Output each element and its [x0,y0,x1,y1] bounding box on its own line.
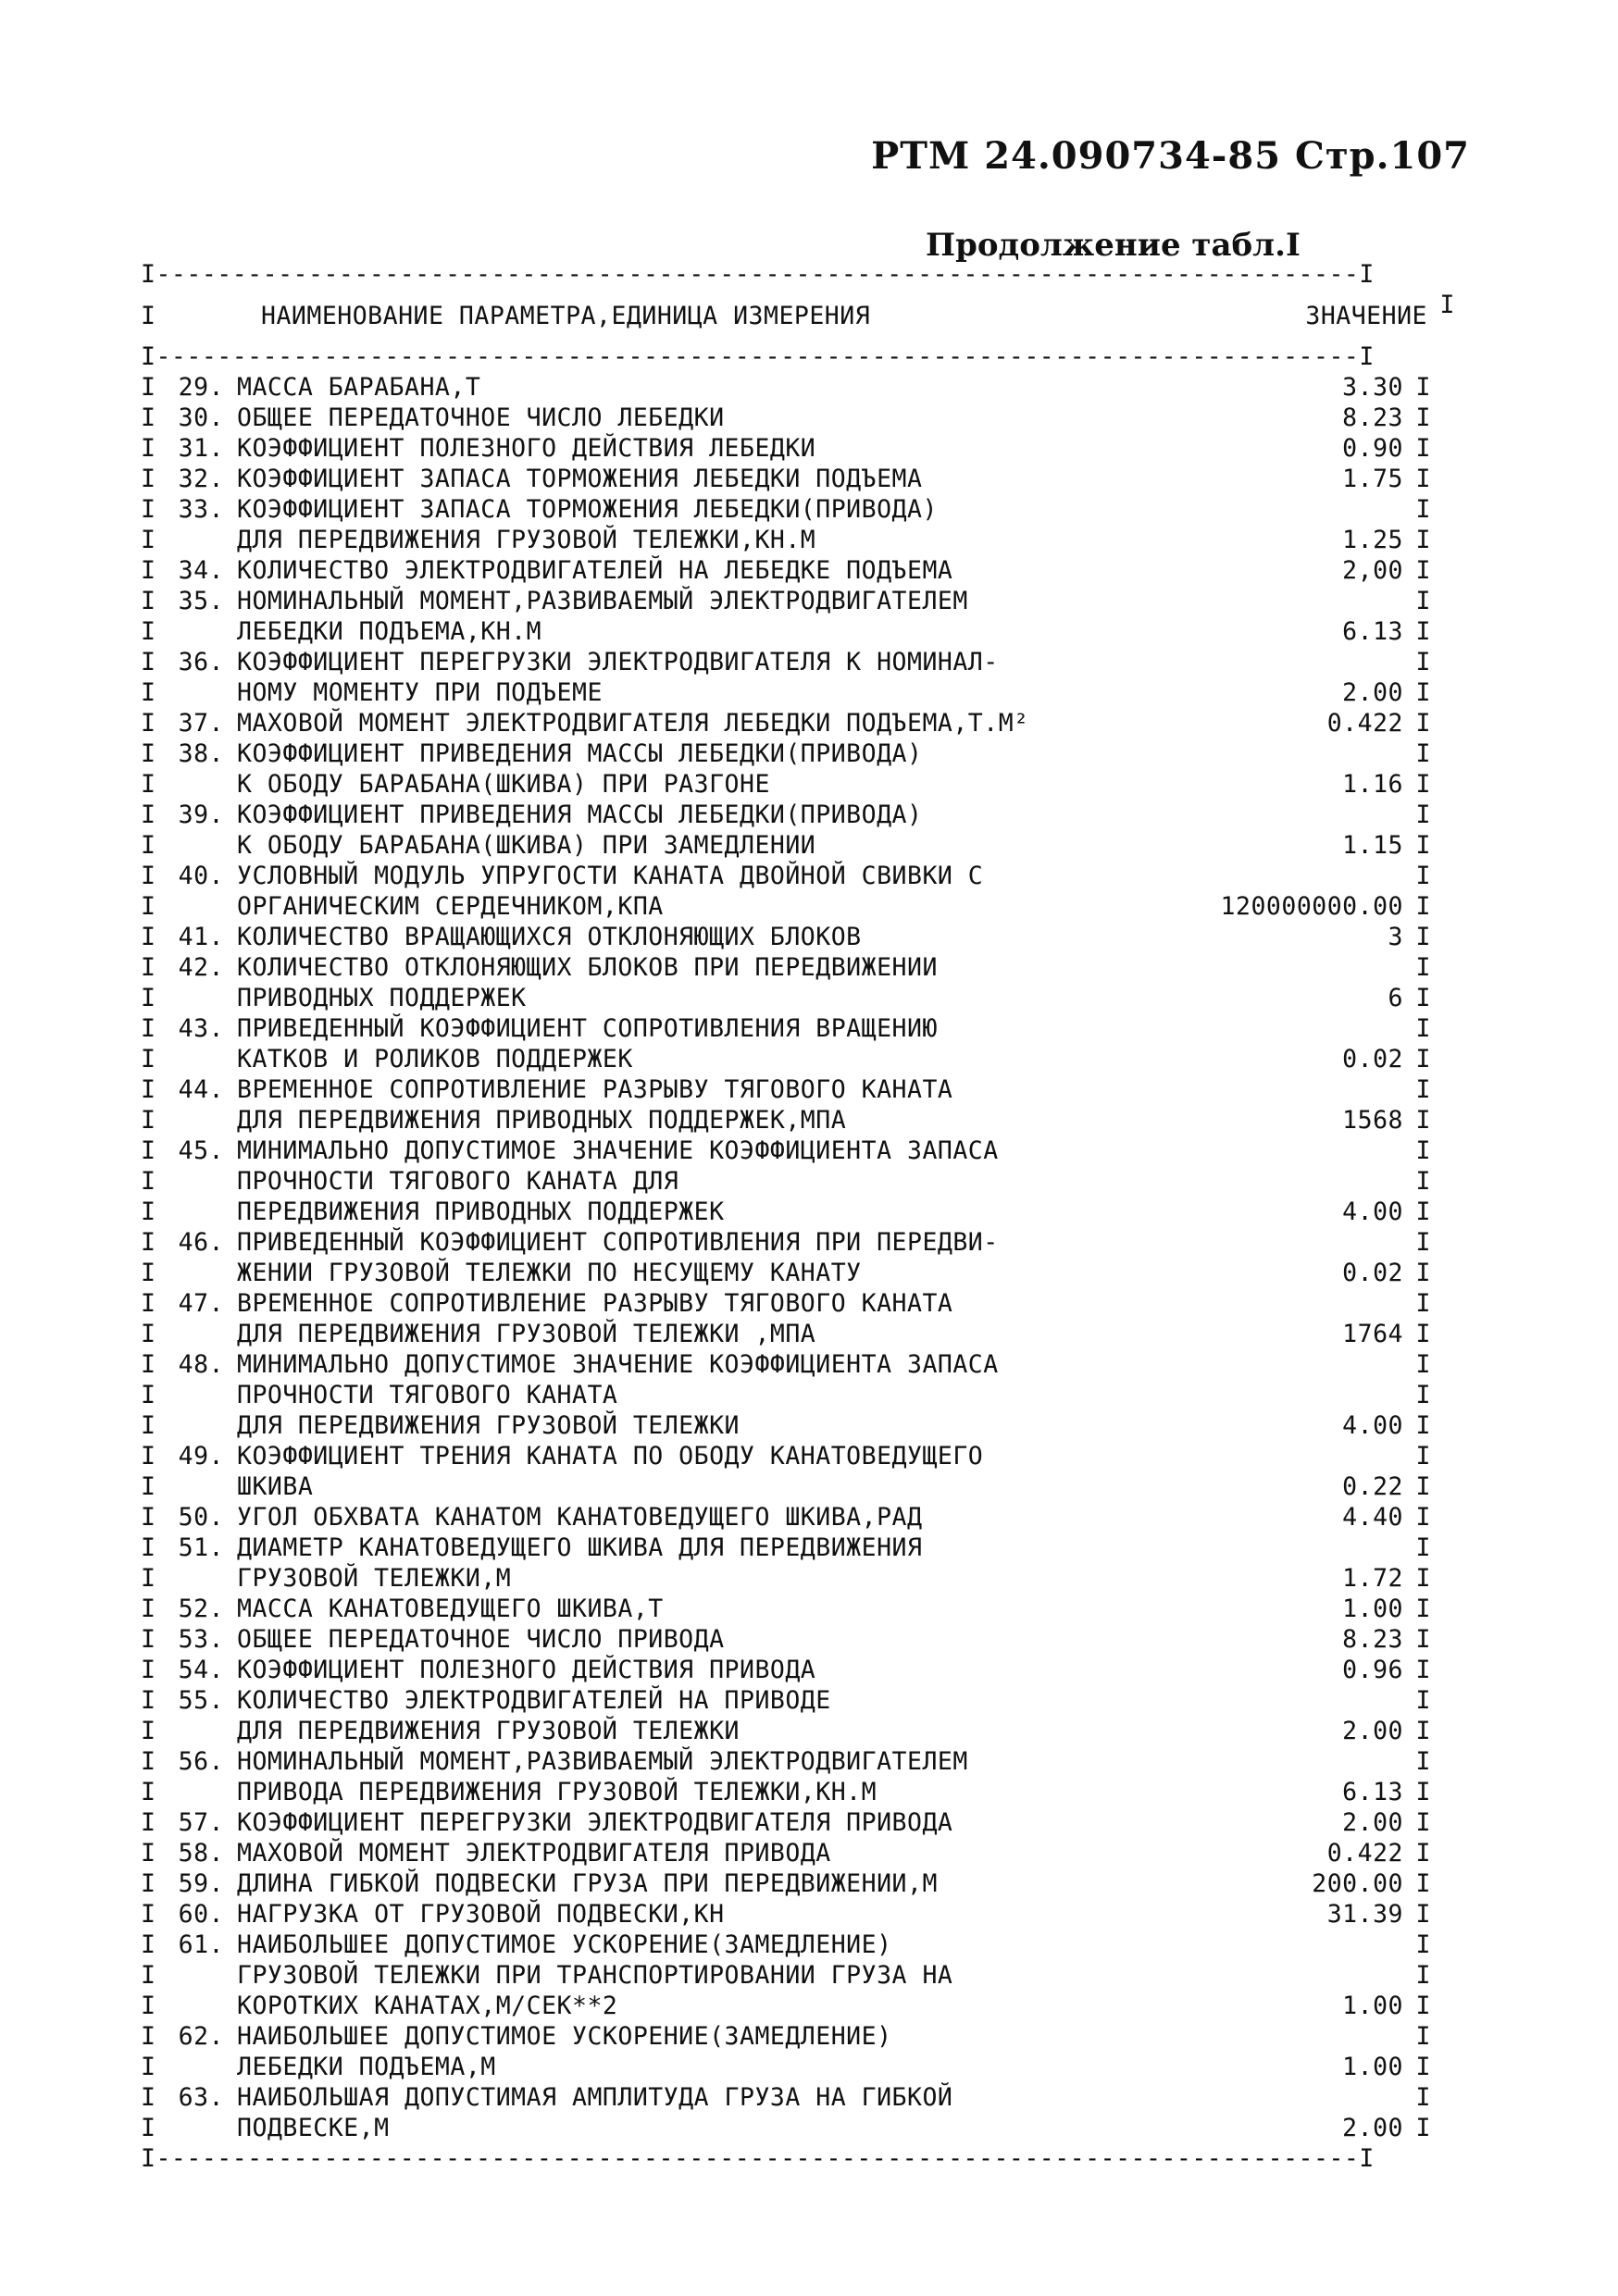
parameter-value: 6.13 [1342,617,1403,646]
table-row: I I 44. ВРЕМЕННОЕ СОПРОТИВЛЕНИЕ РАЗРЫВУ ТЯГОВОГО КАНАТА ДЛЯ ПЕРЕДВИЖЕНИЯ ПРИВОДНЫХ ПОДДЕРЖЕК,МПА 1568 I I [141,1075,1431,1135]
row-number: 55. [178,1686,224,1715]
column-header: I НАИМЕНОВАНИЕ ПАРАМЕТРА,ЕДИНИЦА ИЗМЕРЕНИЯ ЗНАЧЕНИЕ I [141,291,1455,330]
parameter-name: ДЛИНА ГИБКОЙ ПОДВЕСКИ ГРУЗА ПРИ ПЕРЕДВИЖЕНИИ,М [237,1869,938,1898]
parameter-value: 4.00 [1342,1198,1403,1226]
row-number: 44. [178,1075,224,1104]
table-row: I I 40. УСЛОВНЫЙ МОДУЛЬ УПРУГОСТИ КАНАТА ДВОЙНОЙ СВИВКИ С ОРГАНИЧЕСКИМ СЕРДЕЧНИКОМ,КПА 120000000.00 I I [141,862,1431,921]
parameter-name: МИНИМАЛЬНО ДОПУСТИМОЕ ЗНАЧЕНИЕ КОЭФФИЦИЕНТА ЗАПАСА ПРОЧНОСТИ ТЯГОВОГО КАНАТА ДЛЯ ПЕРЕДВИЖЕНИЯ ПРИВОДНЫХ ПОДДЕРЖЕК [237,1136,999,1226]
parameter-name: МИНИМАЛЬНО ДОПУСТИМОЕ ЗНАЧЕНИЕ КОЭФФИЦИЕНТА ЗАПАСА ПРОЧНОСТИ ТЯГОВОГО КАНАТА ДЛЯ ПЕРЕДВИЖЕНИЯ ГРУЗОВОЙ ТЕЛЕЖКИ [237,1350,999,1440]
top-rule: I-------------------------------------------------------------------------------I [141,260,1375,289]
row-number: 56. [178,1747,224,1776]
row-number: 51. [178,1533,224,1562]
parameter-name: ПРИВЕДЕННЫЙ КОЭФФИЦИЕНТ СОПРОТИВЛЕНИЯ ПРИ ПЕРЕДВИ- ЖЕНИИ ГРУЗОВОЙ ТЕЛЕЖКИ ПО НЕСУЩЕМУ КАНАТУ [237,1228,999,1287]
parameter-value: 0.02 [1342,1045,1403,1074]
parameter-name: КОЭФФИЦИЕНТ ПОЛЕЗНОГО ДЕЙСТВИЯ ЛЕБЕДКИ [237,434,816,463]
parameter-value: 200.00 [1312,1869,1403,1898]
row-number: 62. [178,2022,224,2051]
parameter-value: 4.40 [1342,1503,1403,1532]
parameter-value: 1.25 [1342,526,1403,554]
parameter-value: 1.00 [1342,2053,1403,2081]
column-value-header: ЗНАЧЕНИЕ [1305,301,1427,330]
parameter-name: НАГРУЗКА ОТ ГРУЗОВОЙ ПОДВЕСКИ,КН [237,1900,725,1929]
table-row: I I 51. ДИАМЕТР КАНАТОВЕДУЩЕГО ШКИВА ДЛЯ ПЕРЕДВИЖЕНИЯ ГРУЗОВОЙ ТЕЛЕЖКИ,М 1.72 I I [141,1533,1431,1593]
parameter-value: 1.72 [1342,1564,1403,1593]
parameter-value: 2.00 [1342,678,1403,707]
parameter-value: 1.00 [1342,1992,1403,2020]
parameter-value: 2.00 [1342,1808,1403,1837]
parameter-value: 8.23 [1342,1625,1403,1654]
row-number: 54. [178,1656,224,1684]
parameter-name: КОЭФФИЦИЕНТ ЗАПАСА ТОРМОЖЕНИЯ ЛЕБЕДКИ ПОДЪЕМА [237,465,923,493]
table-row: I 37. МАХОВОЙ МОМЕНТ ЭЛЕКТРОДВИГАТЕЛЯ ЛЕБЕДКИ ПОДЪЕМА,Т.М² 0.422 I [141,709,1431,738]
row-number: 47. [178,1289,224,1318]
parameter-name: НАИБОЛЬШЕЕ ДОПУСТИМОЕ УСКОРЕНИЕ(ЗАМЕДЛЕНИЕ) ЛЕБЕДКИ ПОДЪЕМА,М [237,2022,892,2081]
parameter-name: КОЭФФИЦИЕНТ ПОЛЕЗНОГО ДЕЙСТВИЯ ПРИВОДА [237,1656,816,1684]
parameter-name: ВРЕМЕННОЕ СОПРОТИВЛЕНИЕ РАЗРЫВУ ТЯГОВОГО КАНАТА ДЛЯ ПЕРЕДВИЖЕНИЯ ПРИВОДНЫХ ПОДДЕРЖЕК,МПА [237,1075,953,1135]
parameter-name: МАХОВОЙ МОМЕНТ ЭЛЕКТРОДВИГАТЕЛЯ ПРИВОДА [237,1839,831,1868]
parameter-value: 1.16 [1342,770,1403,799]
parameter-value: 2.00 [1342,1717,1403,1745]
table-row: I 60. НАГРУЗКА ОТ ГРУЗОВОЙ ПОДВЕСКИ,КН 31.39 I [141,1900,1431,1929]
parameter-table [141,259,1455,2174]
parameter-name: НАИБОЛЬШЕЕ ДОПУСТИМОЕ УСКОРЕНИЕ(ЗАМЕДЛЕНИЕ) ГРУЗОВОЙ ТЕЛЕЖКИ ПРИ ТРАНСПОРТИРОВАНИИ ГРУЗА НА КОРОТКИХ КАНАТАХ,М/СЕК**2 [237,1930,953,2020]
parameter-name: НОМИНАЛЬНЫЙ МОМЕНТ,РАЗВИВАЕМЫЙ ЭЛЕКТРОДВИГАТЕЛЕМ ЛЕБЕДКИ ПОДЪЕМА,КН.М [237,587,968,646]
row-number: 30. [178,403,224,432]
table-row: I 53. ОБЩЕЕ ПЕРЕДАТОЧНОЕ ЧИСЛО ПРИВОДА 8.23 I [141,1625,1431,1654]
row-number: 50. [178,1503,224,1532]
row-number: 37. [178,709,224,738]
table-row: I I 55. КОЛИЧЕСТВО ЭЛЕКТРОДВИГАТЕЛЕЙ НА ПРИВОДЕ ДЛЯ ПЕРЕДВИЖЕНИЯ ГРУЗОВОЙ ТЕЛЕЖКИ 2.00 I I [141,1686,1431,1745]
parameter-name: УГОЛ ОБХВАТА КАНАТОМ КАНАТОВЕДУЩЕГО ШКИВА,РАД [237,1503,923,1532]
parameter-name: ПРИВЕДЕННЫЙ КОЭФФИЦИЕНТ СОПРОТИВЛЕНИЯ ВРАЩЕНИЮ КАТКОВ И РОЛИКОВ ПОДДЕРЖЕК [237,1014,938,1074]
row-number: 57. [178,1808,224,1837]
page-header: РТМ 24.090734-85 Стр.107 [871,134,1470,178]
row-number: 42. [178,953,224,982]
table-row: I I I 61. НАИБОЛЬШЕЕ ДОПУСТИМОЕ УСКОРЕНИЕ(ЗАМЕДЛЕНИЕ) ГРУЗОВОЙ ТЕЛЕЖКИ ПРИ ТРАНСПОРТИРОВАНИИ ГРУЗА НА КОРОТКИХ КАНАТАХ,М/СЕК**2 1.00 I I I [141,1930,1431,2020]
parameter-value: 3.30 [1342,373,1403,402]
parameter-value: 0.90 [1342,434,1403,463]
row-number: 34. [178,556,224,585]
parameter-value: 1568 [1342,1106,1403,1135]
row-number: 60. [178,1900,224,1929]
parameter-value: 0.22 [1342,1472,1403,1501]
parameter-value: 0.422 [1326,1839,1403,1868]
table-row: I 57. КОЭФФИЦИЕНТ ПЕРЕГРУЗКИ ЭЛЕКТРОДВИГАТЕЛЯ ПРИВОДА 2.00 I [141,1808,1431,1837]
table-row: I I 63. НАИБОЛЬШАЯ ДОПУСТИМАЯ АМПЛИТУДА ГРУЗА НА ГИБКОЙ ПОДВЕСКЕ,М 2.00 I I [141,2083,1431,2142]
row-number: 38. [178,739,224,768]
table-row: I 30. ОБЩЕЕ ПЕРЕДАТОЧНОЕ ЧИСЛО ЛЕБЕДКИ 8.23 I [141,403,1431,432]
table-row: I I 62. НАИБОЛЬШЕЕ ДОПУСТИМОЕ УСКОРЕНИЕ(ЗАМЕДЛЕНИЕ) ЛЕБЕДКИ ПОДЪЕМА,М 1.00 I I [141,2022,1431,2081]
table-row: I 50. УГОЛ ОБХВАТА КАНАТОМ КАНАТОВЕДУЩЕГО ШКИВА,РАД 4.40 I [141,1503,1431,1532]
row-number: 49. [178,1442,224,1471]
table-row: I I 42. КОЛИЧЕСТВО ОТКЛОНЯЮЩИХ БЛОКОВ ПРИ ПЕРЕДВИЖЕНИИ ПРИВОДНЫХ ПОДДЕРЖЕК 6 I I [141,953,1431,1012]
parameter-value: 2.00 [1342,2114,1403,2142]
row-number: 63. [178,2083,224,2112]
row-number: 43. [178,1014,224,1043]
row-number: 35. [178,587,224,615]
table-continuation-label: Продолжение табл.I [926,227,1301,264]
parameter-name: КОЛИЧЕСТВО ЭЛЕКТРОДВИГАТЕЛЕЙ НА ЛЕБЕДКЕ ПОДЪЕМА [237,556,953,585]
parameter-value: 3 [1388,923,1403,951]
parameter-value: 4.00 [1342,1411,1403,1440]
parameter-name: УСЛОВНЫЙ МОДУЛЬ УПРУГОСТИ КАНАТА ДВОЙНОЙ СВИВКИ С ОРГАНИЧЕСКИМ СЕРДЕЧНИКОМ,КПА [237,862,984,921]
table-row: I 31. КОЭФФИЦИЕНТ ПОЛЕЗНОГО ДЕЙСТВИЯ ЛЕБЕДКИ 0.90 I [141,434,1431,463]
table-row: I 58. МАХОВОЙ МОМЕНТ ЭЛЕКТРОДВИГАТЕЛЯ ПРИВОДА 0.422 I [141,1839,1431,1868]
parameter-value: 0.422 [1326,709,1403,738]
bottom-rule: I-------------------------------------------------------------------------------I [141,2144,1375,2173]
table-body [141,372,1455,2143]
table-row: I I 36. КОЭФФИЦИЕНТ ПЕРЕГРУЗКИ ЭЛЕКТРОДВИГАТЕЛЯ К НОМИНАЛ- НОМУ МОМЕНТУ ПРИ ПОДЪЕМЕ 2.00 I I [141,648,1431,707]
parameter-value: 0.02 [1342,1259,1403,1287]
parameter-value: 120000000.00 [1220,892,1403,921]
parameter-name: КОЭФФИЦИЕНТ ПРИВЕДЕНИЯ МАССЫ ЛЕБЕДКИ(ПРИВОДА) К ОБОДУ БАРАБАНА(ШКИВА) ПРИ РАЗГОНЕ [237,739,923,799]
table-row: I I 38. КОЭФФИЦИЕНТ ПРИВЕДЕНИЯ МАССЫ ЛЕБЕДКИ(ПРИВОДА) К ОБОДУ БАРАБАНА(ШКИВА) ПРИ РАЗГОНЕ 1.16 I I [141,739,1431,799]
row-number: 59. [178,1869,224,1898]
table-row: I 29. МАССА БАРАБАНА,Т 3.30 I [141,373,1431,402]
parameter-value: 1764 [1342,1320,1403,1348]
parameter-name: МАССА БАРАБАНА,Т [237,373,481,402]
table-row: I I 39. КОЭФФИЦИЕНТ ПРИВЕДЕНИЯ МАССЫ ЛЕБЕДКИ(ПРИВОДА) К ОБОДУ БАРАБАНА(ШКИВА) ПРИ ЗАМЕДЛЕНИИ 1.15 I I [141,800,1431,860]
parameter-value: 1.15 [1342,831,1403,860]
table-row: I I I 45. МИНИМАЛЬНО ДОПУСТИМОЕ ЗНАЧЕНИЕ КОЭФФИЦИЕНТА ЗАПАСА ПРОЧНОСТИ ТЯГОВОГО КАНАТА ДЛЯ ПЕРЕДВИЖЕНИЯ ПРИВОДНЫХ ПОДДЕРЖЕК 4.00 I I I [141,1136,1431,1226]
row-number: 61. [178,1930,224,1959]
parameter-name: КОЭФФИЦИЕНТ ЗАПАСА ТОРМОЖЕНИЯ ЛЕБЕДКИ(ПРИВОДА) ДЛЯ ПЕРЕДВИЖЕНИЯ ГРУЗОВОЙ ТЕЛЕЖКИ,КН.М [237,495,938,554]
table-row: I I 33. КОЭФФИЦИЕНТ ЗАПАСА ТОРМОЖЕНИЯ ЛЕБЕДКИ(ПРИВОДА) ДЛЯ ПЕРЕДВИЖЕНИЯ ГРУЗОВОЙ ТЕЛЕЖКИ,КН.М 1.25 I I [141,495,1431,554]
parameter-name: КОЭФФИЦИЕНТ ПРИВЕДЕНИЯ МАССЫ ЛЕБЕДКИ(ПРИВОДА) К ОБОДУ БАРАБАНА(ШКИВА) ПРИ ЗАМЕДЛЕНИИ [237,800,923,860]
parameter-value: 6.13 [1342,1778,1403,1806]
parameter-name: НАИБОЛЬШАЯ ДОПУСТИМАЯ АМПЛИТУДА ГРУЗА НА ГИБКОЙ ПОДВЕСКЕ,М [237,2083,953,2142]
row-number: 40. [178,862,224,890]
table-row: I 32. КОЭФФИЦИЕНТ ЗАПАСА ТОРМОЖЕНИЯ ЛЕБЕДКИ ПОДЪЕМА 1.75 I [141,465,1431,493]
row-number: 46. [178,1228,224,1257]
table-row: I I 47. ВРЕМЕННОЕ СОПРОТИВЛЕНИЕ РАЗРЫВУ ТЯГОВОГО КАНАТА ДЛЯ ПЕРЕДВИЖЕНИЯ ГРУЗОВОЙ ТЕЛЕЖКИ ,МПА 1764 I I [141,1289,1431,1348]
row-number: 53. [178,1625,224,1654]
row-number: 31. [178,434,224,463]
row-number: 36. [178,648,224,676]
parameter-name: ОБЩЕЕ ПЕРЕДАТОЧНОЕ ЧИСЛО ПРИВОДА [237,1625,725,1654]
parameter-value: 6 [1388,984,1403,1012]
parameter-name: КОЭФФИЦИЕНТ ПЕРЕГРУЗКИ ЭЛЕКТРОДВИГАТЕЛЯ ПРИВОДА [237,1808,953,1837]
table-row: I 41. КОЛИЧЕСТВО ВРАЩАЮЩИХСЯ ОТКЛОНЯЮЩИХ БЛОКОВ 3 I [141,923,1431,951]
row-number: 48. [178,1350,224,1379]
table-row: I I I 48. МИНИМАЛЬНО ДОПУСТИМОЕ ЗНАЧЕНИЕ КОЭФФИЦИЕНТА ЗАПАСА ПРОЧНОСТИ ТЯГОВОГО КАНАТА ДЛЯ ПЕРЕДВИЖЕНИЯ ГРУЗОВОЙ ТЕЛЕЖКИ 4.00 I I I [141,1350,1431,1440]
row-number: 32. [178,465,224,493]
parameter-value: 2,00 [1342,556,1403,585]
parameter-name: КОЛИЧЕСТВО ОТКЛОНЯЮЩИХ БЛОКОВ ПРИ ПЕРЕДВИЖЕНИИ ПРИВОДНЫХ ПОДДЕРЖЕК [237,953,938,1012]
row-number: 58. [178,1839,224,1868]
row-number: 45. [178,1136,224,1165]
table-row: I I 49. КОЭФФИЦИЕНТ ТРЕНИЯ КАНАТА ПО ОБОДУ КАНАТОВЕДУЩЕГО ШКИВА 0.22 I I [141,1442,1431,1501]
table-row: I I 35. НОМИНАЛЬНЫЙ МОМЕНТ,РАЗВИВАЕМЫЙ ЭЛЕКТРОДВИГАТЕЛЕМ ЛЕБЕДКИ ПОДЪЕМА,КН.М 6.13 I I [141,587,1431,646]
parameter-name: КОЛИЧЕСТВО ВРАЩАЮЩИХСЯ ОТКЛОНЯЮЩИХ БЛОКОВ [237,923,862,951]
row-number: 52. [178,1595,224,1623]
parameter-name: НОМИНАЛЬНЫЙ МОМЕНТ,РАЗВИВАЕМЫЙ ЭЛЕКТРОДВИГАТЕЛЕМ ПРИВОДА ПЕРЕДВИЖЕНИЯ ГРУЗОВОЙ ТЕЛЕЖКИ,КН.М [237,1747,968,1806]
parameter-name: ВРЕМЕННОЕ СОПРОТИВЛЕНИЕ РАЗРЫВУ ТЯГОВОГО КАНАТА ДЛЯ ПЕРЕДВИЖЕНИЯ ГРУЗОВОЙ ТЕЛЕЖКИ ,МПА [237,1289,953,1348]
parameter-name: ДИАМЕТР КАНАТОВЕДУЩЕГО ШКИВА ДЛЯ ПЕРЕДВИЖЕНИЯ ГРУЗОВОЙ ТЕЛЕЖКИ,М [237,1533,923,1593]
row-number: 39. [178,800,224,829]
parameter-name: КОЭФФИЦИЕНТ ПЕРЕГРУЗКИ ЭЛЕКТРОДВИГАТЕЛЯ К НОМИНАЛ- НОМУ МОМЕНТУ ПРИ ПОДЪЕМЕ [237,648,999,707]
table-row: I 59. ДЛИНА ГИБКОЙ ПОДВЕСКИ ГРУЗА ПРИ ПЕРЕДВИЖЕНИИ,М 200.00 I [141,1869,1431,1898]
parameter-name: КОЭФФИЦИЕНТ ТРЕНИЯ КАНАТА ПО ОБОДУ КАНАТОВЕДУЩЕГО ШКИВА [237,1442,984,1501]
parameter-name: КОЛИЧЕСТВО ЭЛЕКТРОДВИГАТЕЛЕЙ НА ПРИВОДЕ ДЛЯ ПЕРЕДВИЖЕНИЯ ГРУЗОВОЙ ТЕЛЕЖКИ [237,1686,831,1745]
table-row: I 34. КОЛИЧЕСТВО ЭЛЕКТРОДВИГАТЕЛЕЙ НА ЛЕБЕДКЕ ПОДЪЕМА 2,00 I [141,556,1431,585]
parameter-name: МАССА КАНАТОВЕДУЩЕГО ШКИВА,Т [237,1595,664,1623]
row-number: 29. [178,373,224,402]
header-rule: I-------------------------------------------------------------------------------I [141,342,1375,371]
parameter-value: 8.23 [1342,403,1403,432]
parameter-value: 1.75 [1342,465,1403,493]
parameter-value: 0.96 [1342,1656,1403,1684]
parameter-value: 1.00 [1342,1595,1403,1623]
table-row: I I 56. НОМИНАЛЬНЫЙ МОМЕНТ,РАЗВИВАЕМЫЙ ЭЛЕКТРОДВИГАТЕЛЕМ ПРИВОДА ПЕРЕДВИЖЕНИЯ ГРУЗОВОЙ ТЕЛЕЖКИ,КН.М 6.13 I I [141,1747,1431,1806]
table-row: I I 43. ПРИВЕДЕННЫЙ КОЭФФИЦИЕНТ СОПРОТИВЛЕНИЯ ВРАЩЕНИЮ КАТКОВ И РОЛИКОВ ПОДДЕРЖЕК 0.02 I I [141,1014,1431,1074]
table-row: I 52. МАССА КАНАТОВЕДУЩЕГО ШКИВА,Т 1.00 I [141,1595,1431,1623]
table-row: I 54. КОЭФФИЦИЕНТ ПОЛЕЗНОГО ДЕЙСТВИЯ ПРИВОДА 0.96 I [141,1656,1431,1684]
row-number: 33. [178,495,224,524]
column-name-header: НАИМЕНОВАНИЕ ПАРАМЕТРА,ЕДИНИЦА ИЗМЕРЕНИЯ [261,301,871,330]
row-number: 41. [178,923,224,951]
parameter-name: МАХОВОЙ МОМЕНТ ЭЛЕКТРОДВИГАТЕЛЯ ЛЕБЕДКИ ПОДЪЕМА,Т.М² [237,709,1029,738]
table-row: I I 46. ПРИВЕДЕННЫЙ КОЭФФИЦИЕНТ СОПРОТИВЛЕНИЯ ПРИ ПЕРЕДВИ- ЖЕНИИ ГРУЗОВОЙ ТЕЛЕЖКИ ПО НЕСУЩЕМУ КАНАТУ 0.02 I I [141,1228,1431,1287]
parameter-value: 31.39 [1326,1900,1403,1929]
parameter-name: ОБЩЕЕ ПЕРЕДАТОЧНОЕ ЧИСЛО ЛЕБЕДКИ [237,403,725,432]
